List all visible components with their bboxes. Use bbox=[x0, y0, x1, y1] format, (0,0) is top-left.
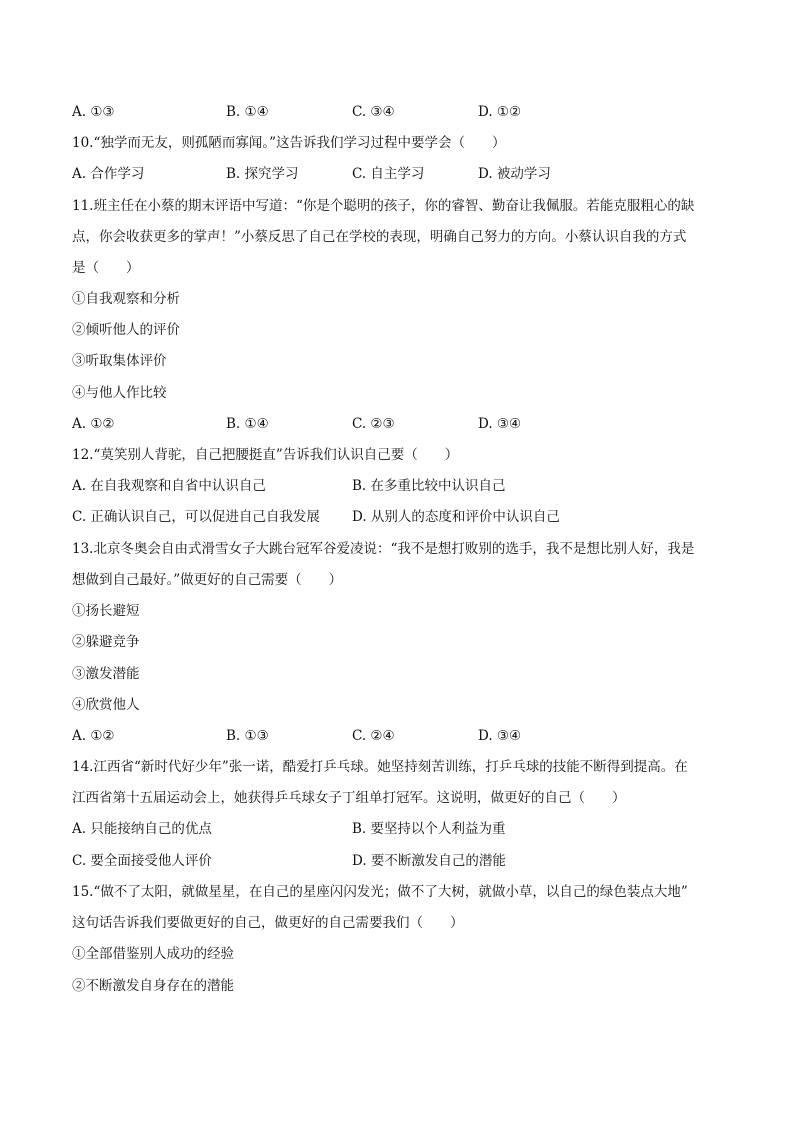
q11-item-1: ①自我观察和分析 bbox=[72, 291, 180, 307]
q11-option-c: C. ②③ bbox=[352, 416, 395, 432]
q9-option-a: A. ①③ bbox=[72, 104, 115, 120]
q13-stem-line-2: 想做到自己最好。”做更好的自己需要（ ） bbox=[72, 572, 343, 588]
q11-stem-line-1: 11.班主任在小蔡的期末评语中写道：“你是个聪明的孩子，你的睿智、勤奋让我佩服。若能克服粗心的缺 bbox=[72, 198, 695, 214]
q12-option-a: A. 在自我观察和自省中认识自己 bbox=[72, 478, 266, 494]
q10-options bbox=[72, 164, 722, 184]
q13-option-d: D. ③④ bbox=[478, 728, 522, 744]
q13-options bbox=[72, 726, 722, 746]
q12-option-c: C. 正确认识自己，可以促进自己自我发展 bbox=[72, 509, 320, 525]
q11-options bbox=[72, 414, 722, 434]
q13-item-2: ②躲避竞争 bbox=[72, 634, 140, 650]
q14-stem-line-2: 江西省第十五届运动会上，她获得乒乓球女子丁组单打冠军。这说明，做更好的自己（ ） bbox=[72, 790, 626, 806]
q11-item-3: ③听取集体评价 bbox=[72, 353, 167, 369]
q13-option-b: B. ①③ bbox=[226, 728, 269, 744]
q10-option-d: D. 被动学习 bbox=[478, 166, 551, 182]
q13-item-4: ④欣赏他人 bbox=[72, 697, 140, 713]
q13-item-3: ③激发潜能 bbox=[72, 666, 140, 682]
q13-item-1: ①扬长避短 bbox=[72, 603, 140, 619]
q10-option-a: A. 合作学习 bbox=[72, 166, 145, 182]
q12-options-row-2 bbox=[72, 507, 722, 527]
q9-option-c: C. ③④ bbox=[352, 104, 395, 120]
q15-stem-line-1: 15.“做不了太阳，就做星星，在自己的星座闪闪发光；做不了大树，就做小草，以自己的绿色装点大地” bbox=[72, 884, 688, 900]
q13-option-c: C. ②④ bbox=[352, 728, 395, 744]
q12-option-b: B. 在多重比较中认识自己 bbox=[352, 478, 506, 494]
q15-stem-line-2: 这句话告诉我们要做更好的自己，做更好的自己需要我们（ ） bbox=[72, 915, 464, 931]
q12-option-d: D. 从别人的态度和评价中认识自己 bbox=[352, 509, 560, 525]
q15-item-2: ②不断激发自身存在的潜能 bbox=[72, 978, 234, 994]
q13-option-a: A. ①② bbox=[72, 728, 115, 744]
q14-options-row-1 bbox=[72, 819, 722, 839]
q15-item-1: ①全部借鉴别人成功的经验 bbox=[72, 946, 234, 962]
q10-option-c: C. 自主学习 bbox=[352, 166, 425, 182]
q14-option-b: B. 要坚持以个人利益为重 bbox=[352, 821, 506, 837]
q14-option-a: A. 只能接纳自己的优点 bbox=[72, 821, 212, 837]
q14-option-c: C. 要全面接受他人评价 bbox=[72, 853, 212, 869]
q12-options-row-1 bbox=[72, 476, 722, 496]
q11-option-a: A. ①② bbox=[72, 416, 115, 432]
q13-stem-line-1: 13.北京冬奥会自由式滑雪女子大跳台冠军谷爱凌说：“我不是想打败别的选手，我不是想比别人好，我是 bbox=[72, 541, 695, 557]
q10-stem: 10.“独学而无友，则孤陋而寡闻。”这告诉我们学习过程中要学会（ ） bbox=[72, 135, 506, 151]
q14-option-d: D. 要不断激发自己的潜能 bbox=[352, 853, 506, 869]
q11-option-b: B. ①④ bbox=[226, 416, 269, 432]
q12-stem: 12.“莫笑别人背驼，自己把腰挺直”告诉我们认识自己要（ ） bbox=[72, 447, 459, 463]
q9-option-b: B. ①④ bbox=[226, 104, 269, 120]
q11-stem-line-3: 是（ ） bbox=[72, 260, 140, 276]
q10-option-b: B. 探究学习 bbox=[226, 166, 299, 182]
q9-options bbox=[72, 102, 722, 122]
q11-item-4: ④与他人作比较 bbox=[72, 385, 167, 401]
q14-stem-line-1: 14.江西省“新时代好少年”张一诺，酷爱打乒乓球。她坚持刻苦训练，打乒乓球的技能不断得到提高。在 bbox=[72, 759, 688, 775]
q11-option-d: D. ③④ bbox=[478, 416, 522, 432]
q9-option-d: D. ①② bbox=[478, 104, 522, 120]
q11-item-2: ②倾听他人的评价 bbox=[72, 322, 180, 338]
q14-options-row-2 bbox=[72, 851, 722, 871]
q11-stem-line-2: 点，你会收获更多的掌声！”小蔡反思了自己在学校的表现，明确自己努力的方向。小蔡认识自我的方式 bbox=[72, 229, 687, 245]
